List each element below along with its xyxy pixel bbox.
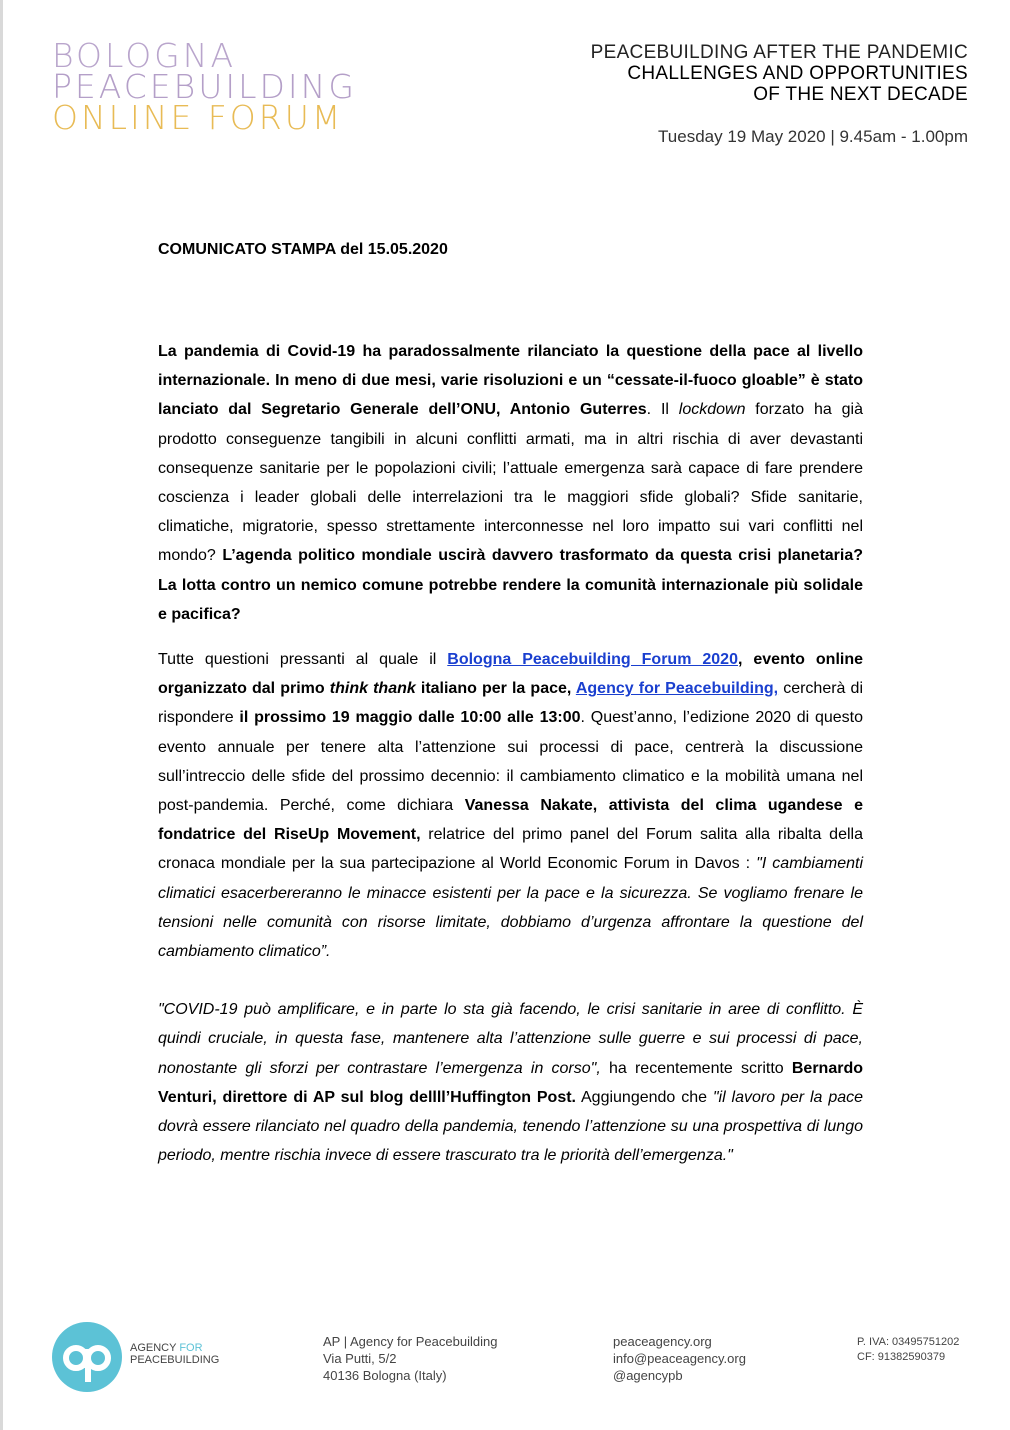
- logo-line-1: BOLOGNA: [52, 36, 237, 75]
- logo-text-peacebuilding: PEACEBUILDING: [130, 1354, 220, 1366]
- event-title-line-1: PEACEBUILDING AFTER THE PANDEMIC: [590, 42, 968, 63]
- footer-address: [323, 1333, 497, 1384]
- forum-link[interactable]: Bologna Peacebuilding Forum 2020: [447, 651, 738, 669]
- address-line: 40136 Bologna (Italy): [323, 1368, 447, 1383]
- text: . Il: [646, 401, 679, 419]
- italic-quote: "il lavoro per la pace dovrà essere rilanciato nel quadro della pandemia, tenendo l’attenzione su una prospettiva di lungo periodo, mentre rischia invece di essere trascurato tra le priorità dell’emergenza.": [158, 1088, 864, 1165]
- italic-text: lockdown: [678, 401, 746, 419]
- website-link[interactable]: peaceagency.org: [613, 1334, 712, 1349]
- ap-logo-text: [130, 1342, 219, 1366]
- logo-line-3: ONLINE FORUM: [52, 98, 344, 137]
- event-title-line-3: OF THE NEXT DECADE: [753, 84, 968, 105]
- event-date: Tuesday 19 May 2020 | 9.45am - 1.00pm: [658, 127, 968, 146]
- italic-quote: "I cambiamenti climatici esacerbereranno le minacce esistenti per la pace e la sicurezza. Se vogliamo frenare le tensioni nelle comunità con risorse limitate, dobbiamo d’urgenza affrontare la questione del cambiamento climatico”.: [158, 855, 863, 961]
- italic-quote: "COVID-19 può amplificare, e in parte lo sta già facendo, le crisi sanitarie in aree di conflitto. È quindi cruciale, in questa fase, mantenere alta l’attenzione sulle guerre e sui processi di pace, nonostante gli sforzi per contrastare l’emergenza in corso",: [158, 1001, 863, 1077]
- footer: [0, 1320, 1010, 1400]
- logo-text-agency: AGENCY: [130, 1342, 177, 1354]
- fiscal-code: CF: 91382590379: [857, 1351, 946, 1363]
- bold-text: La pandemia di Covid-19 ha paradossalmente rilanciato la questione della pace al livello internazionale. In meno di due mesi, varie risoluzioni e un “cessate-il-fuoco gloable” è stato lanciato dal Segretario Generale dell’ONU, Antonio Guterres: [158, 343, 863, 419]
- event-header: [591, 42, 968, 147]
- page-edge: [0, 0, 3, 1430]
- social-handle[interactable]: @agencypb: [613, 1368, 683, 1383]
- paragraph-3: [158, 995, 863, 1170]
- text: relatrice del primo panel del Forum salita alla ribalta della cronaca mondiale per la sua partecipazione al World Economic Forum in Davos :: [158, 826, 863, 873]
- paragraph-1: [158, 337, 863, 629]
- email-link[interactable]: info@peaceagency.org: [613, 1351, 746, 1366]
- text: Tutte questioni pressanti al quale il: [158, 651, 448, 669]
- forum-logo: [52, 36, 357, 137]
- address-line: AP | Agency for Peacebuilding: [323, 1334, 498, 1349]
- paragraph-2: [158, 645, 863, 966]
- address-line: Via Putti, 5/2: [323, 1351, 397, 1366]
- press-release-title: COMUNICATO STAMPA del 15.05.2020: [158, 241, 448, 258]
- logo-line-2: PEACEBUILDING: [52, 67, 357, 106]
- text: Aggiungendo che: [576, 1088, 713, 1106]
- bold-text: Vanessa Nakate, attivista del clima ugandese e fondatrice del RiseUp Movement,: [158, 797, 864, 844]
- text: cercherà di rispondere: [158, 680, 863, 727]
- event-title-line-2: CHALLENGES AND OPPORTUNITIES: [627, 63, 968, 84]
- bold-text: il prossimo 19 maggio dalle 10:00 alle 13:00: [239, 709, 581, 727]
- footer-tax: [857, 1335, 959, 1365]
- text: forzato ha già prodotto conseguenze tangibili in alcuni conflitti armati, ma in altri rischia di aver devastanti consequenze sanitarie per le popolazioni civili; l’attuale emergenza sarà capace di fare prendere coscienza i leader globali delle interrelazioni tra le maggiori sfide globali? Sfide sanitarie, climatiche, migratorie, spesso strettamente interconnesse nel loro impatto sui vari conflitti nel mondo?: [158, 401, 863, 565]
- bold-text: italiano per la pace,: [415, 680, 576, 698]
- vat-number: P. IVA: 03495751202: [857, 1336, 960, 1348]
- bold-text: L’agenda politico mondiale uscirà davvero trasformato da questa crisi planetaria? La lotta contro un nemico comune potrebbe rendere la comunità internazionale più solidale e pacifica?: [158, 547, 864, 623]
- footer-contacts: [613, 1333, 746, 1384]
- document-body: [158, 337, 863, 1170]
- ap-logo-icon: [52, 1322, 122, 1392]
- text: . Quest’anno, l’edizione 2020 di questo evento annuale per tenere alta l’attenzione sui processi di pace, centrerà la discussione sull’intreccio delle sfide del prossimo decennio: il cambiamento climatico e la mobilità umana nel post-pandemia. Perché, come dichiara: [158, 709, 864, 815]
- text: ha recentemente scritto: [600, 1059, 792, 1077]
- bold-text: Bernardo Venturi, direttore di AP sul blog dellll’Huffington Post.: [158, 1059, 863, 1106]
- agency-link[interactable]: Agency for Peacebuilding,: [575, 680, 779, 698]
- logo-text-for: FOR: [179, 1342, 203, 1354]
- bold-text: , evento online organizzato dal primo: [158, 651, 864, 698]
- bold-italic-text: think thank: [329, 680, 416, 698]
